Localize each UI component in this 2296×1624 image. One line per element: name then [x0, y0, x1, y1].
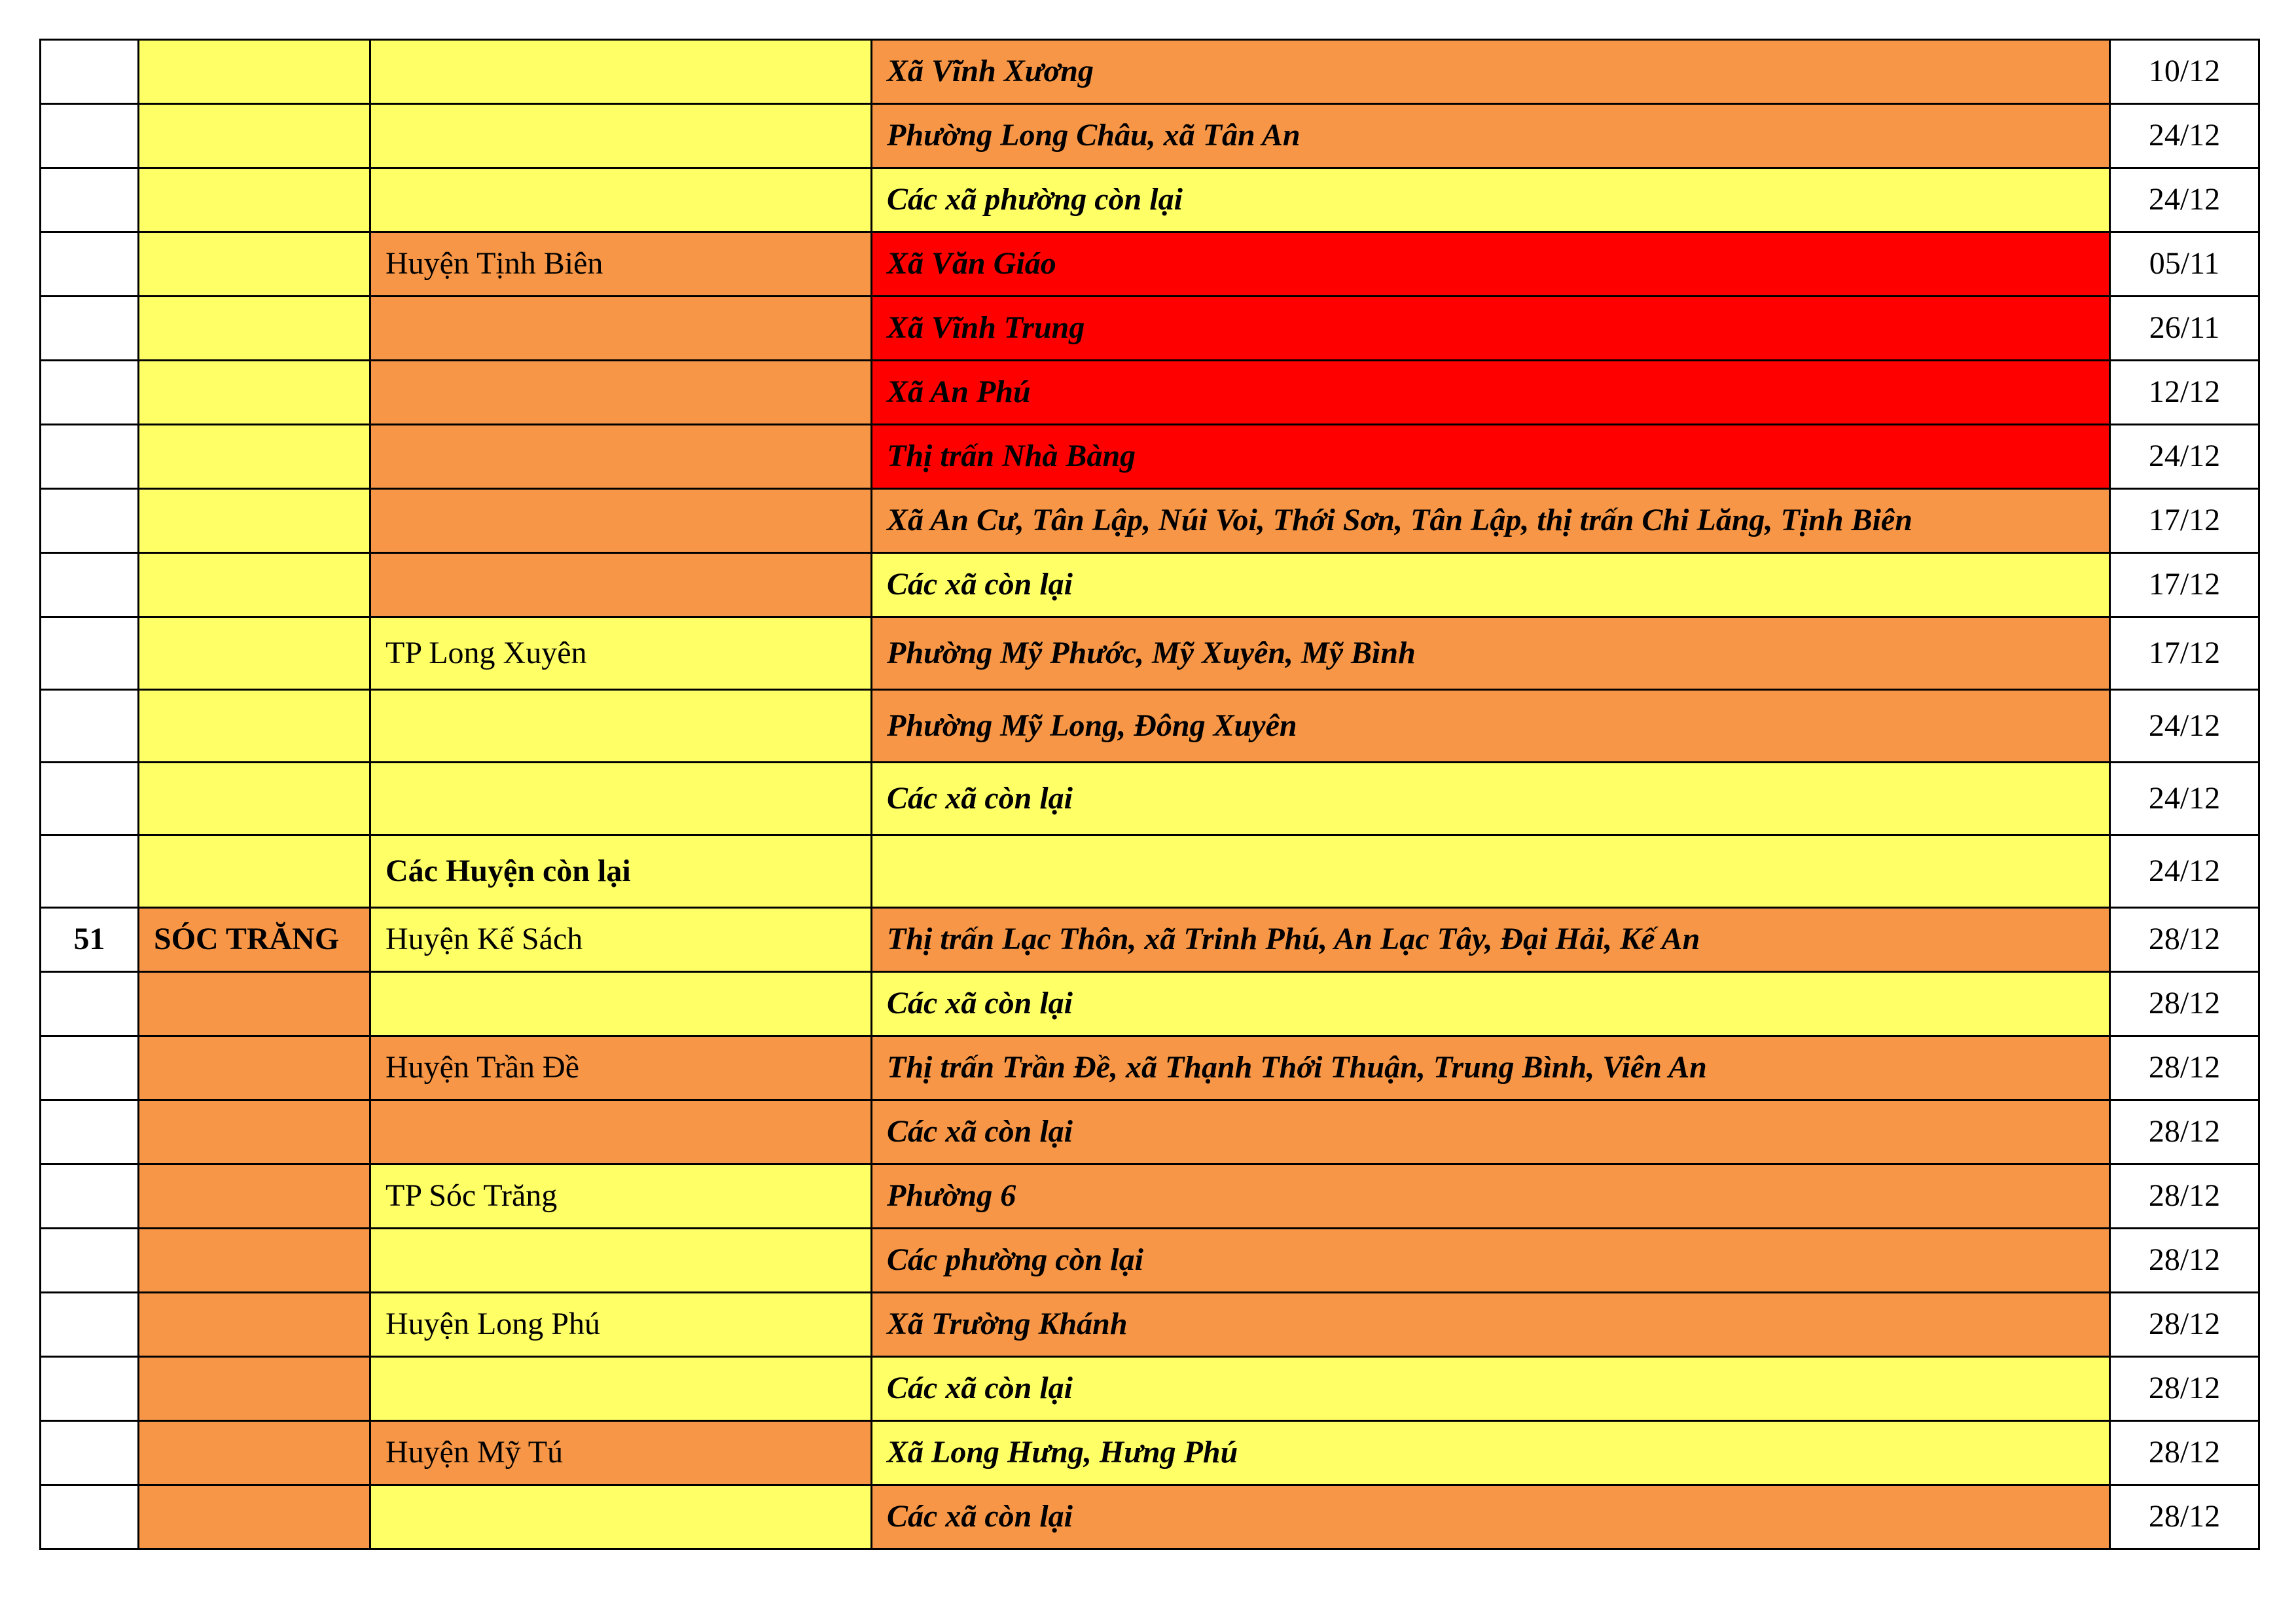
- stt-cell: [41, 972, 139, 1036]
- district-cell: [370, 361, 872, 425]
- date-cell: 28/12: [2110, 1164, 2259, 1229]
- table-row: [41, 972, 2259, 1036]
- ward-cell: Thị trấn Nhà Bàng: [872, 425, 2110, 489]
- stt-cell: [41, 168, 139, 232]
- ward-cell: Phường Long Châu, xã Tân An: [872, 104, 2110, 168]
- table-row: [41, 361, 2259, 425]
- ward-cell: [872, 835, 2110, 908]
- district-cell: Huyện Kế Sách: [370, 908, 872, 972]
- district-cell: Huyện Long Phú: [370, 1293, 872, 1357]
- district-cell: Các Huyện còn lại: [370, 835, 872, 908]
- ward-cell: Các xã còn lại: [872, 1357, 2110, 1421]
- stt-cell: [41, 104, 139, 168]
- date-cell: 28/12: [2110, 908, 2259, 972]
- district-cell: TP Long Xuyên: [370, 617, 872, 690]
- table-row: [41, 835, 2259, 908]
- table-row: [41, 763, 2259, 835]
- province-cell: SÓC TRĂNG: [139, 908, 370, 972]
- date-cell: 17/12: [2110, 553, 2259, 617]
- stt-cell: [41, 1036, 139, 1100]
- table-row: [41, 908, 2259, 972]
- district-cell: Huyện Tịnh Biên: [370, 232, 872, 297]
- table-row: [41, 690, 2259, 763]
- date-cell: 24/12: [2110, 425, 2259, 489]
- stt-cell: [41, 1357, 139, 1421]
- table-row: [41, 1100, 2259, 1164]
- ward-cell: Xã An Cư, Tân Lập, Núi Voi, Thới Sơn, Tân Lập, thị trấn Chi Lăng, Tịnh Biên: [872, 489, 2110, 553]
- date-cell: 28/12: [2110, 1421, 2259, 1485]
- schedule-table-body: [41, 40, 2259, 1549]
- ward-cell: Xã Văn Giáo: [872, 232, 2110, 297]
- district-cell: [370, 104, 872, 168]
- province-cell: [139, 168, 370, 232]
- table-row: [41, 168, 2259, 232]
- table-row: [41, 1485, 2259, 1549]
- district-cell: Huyện Trần Đề: [370, 1036, 872, 1100]
- date-cell: 05/11: [2110, 232, 2259, 297]
- district-cell: [370, 168, 872, 232]
- province-cell: [139, 297, 370, 361]
- stt-cell: [41, 835, 139, 908]
- stt-cell: [41, 1164, 139, 1229]
- table-row: [41, 297, 2259, 361]
- date-cell: 24/12: [2110, 690, 2259, 763]
- district-cell: [370, 40, 872, 104]
- province-cell: [139, 1229, 370, 1293]
- table-row: [41, 1164, 2259, 1229]
- ward-cell: Các xã còn lại: [872, 553, 2110, 617]
- district-cell: [370, 425, 872, 489]
- ward-cell: Các phường còn lại: [872, 1229, 2110, 1293]
- ward-cell: Xã Long Hưng, Hưng Phú: [872, 1421, 2110, 1485]
- stt-cell: [41, 553, 139, 617]
- province-cell: [139, 104, 370, 168]
- district-cell: [370, 553, 872, 617]
- province-cell: [139, 1100, 370, 1164]
- province-cell: [139, 1421, 370, 1485]
- ward-cell: Phường Mỹ Phước, Mỹ Xuyên, Mỹ Bình: [872, 617, 2110, 690]
- stt-cell: [41, 40, 139, 104]
- table-row: [41, 425, 2259, 489]
- table-row: [41, 232, 2259, 297]
- date-cell: 26/11: [2110, 297, 2259, 361]
- province-cell: [139, 489, 370, 553]
- district-cell: [370, 1357, 872, 1421]
- table-row: [41, 617, 2259, 690]
- province-cell: [139, 1293, 370, 1357]
- ward-cell: Các xã còn lại: [872, 1100, 2110, 1164]
- province-cell: [139, 690, 370, 763]
- stt-cell: [41, 1229, 139, 1293]
- ward-cell: Xã Trường Khánh: [872, 1293, 2110, 1357]
- district-cell: [370, 1229, 872, 1293]
- province-cell: [139, 232, 370, 297]
- ward-cell: Các xã phường còn lại: [872, 168, 2110, 232]
- table-row: [41, 1229, 2259, 1293]
- date-cell: 28/12: [2110, 972, 2259, 1036]
- district-cell: Huyện Mỹ Tú: [370, 1421, 872, 1485]
- date-cell: 28/12: [2110, 1036, 2259, 1100]
- date-cell: 24/12: [2110, 168, 2259, 232]
- ward-cell: Phường Mỹ Long, Đông Xuyên: [872, 690, 2110, 763]
- date-cell: 28/12: [2110, 1357, 2259, 1421]
- district-cell: TP Sóc Trăng: [370, 1164, 872, 1229]
- ward-cell: Xã Vĩnh Trung: [872, 297, 2110, 361]
- table-row: [41, 1357, 2259, 1421]
- stt-cell: [41, 1485, 139, 1549]
- date-cell: 17/12: [2110, 489, 2259, 553]
- table-row: [41, 104, 2259, 168]
- ward-cell: Các xã còn lại: [872, 763, 2110, 835]
- district-cell: [370, 297, 872, 361]
- district-cell: [370, 1485, 872, 1549]
- province-cell: [139, 763, 370, 835]
- province-cell: [139, 1036, 370, 1100]
- province-cell: [139, 972, 370, 1036]
- table-row: [41, 489, 2259, 553]
- province-cell: [139, 553, 370, 617]
- ward-cell: Phường 6: [872, 1164, 2110, 1229]
- stt-cell: [41, 763, 139, 835]
- ward-cell: Xã Vĩnh Xương: [872, 40, 2110, 104]
- stt-cell: 51: [41, 908, 139, 972]
- stt-cell: [41, 1293, 139, 1357]
- province-cell: [139, 1357, 370, 1421]
- stt-cell: [41, 489, 139, 553]
- stt-cell: [41, 297, 139, 361]
- district-cell: [370, 763, 872, 835]
- district-cell: [370, 489, 872, 553]
- date-cell: 24/12: [2110, 763, 2259, 835]
- schedule-table: [39, 39, 2260, 1550]
- date-cell: 28/12: [2110, 1485, 2259, 1549]
- province-cell: [139, 1164, 370, 1229]
- stt-cell: [41, 361, 139, 425]
- ward-cell: Thị trấn Lạc Thôn, xã Trinh Phú, An Lạc Tây, Đại Hải, Kế An: [872, 908, 2110, 972]
- date-cell: 24/12: [2110, 835, 2259, 908]
- district-cell: [370, 690, 872, 763]
- table-row: [41, 1036, 2259, 1100]
- district-cell: [370, 972, 872, 1036]
- province-cell: [139, 425, 370, 489]
- stt-cell: [41, 1421, 139, 1485]
- ward-cell: Các xã còn lại: [872, 972, 2110, 1036]
- table-row: [41, 1293, 2259, 1357]
- province-cell: [139, 835, 370, 908]
- ward-cell: Thị trấn Trần Đề, xã Thạnh Thới Thuận, Trung Bình, Viên An: [872, 1036, 2110, 1100]
- date-cell: 28/12: [2110, 1229, 2259, 1293]
- date-cell: 12/12: [2110, 361, 2259, 425]
- table-row: [41, 553, 2259, 617]
- table-row: [41, 40, 2259, 104]
- table-row: [41, 1421, 2259, 1485]
- stt-cell: [41, 232, 139, 297]
- stt-cell: [41, 425, 139, 489]
- stt-cell: [41, 690, 139, 763]
- date-cell: 28/12: [2110, 1293, 2259, 1357]
- date-cell: 24/12: [2110, 104, 2259, 168]
- ward-cell: Các xã còn lại: [872, 1485, 2110, 1549]
- date-cell: 28/12: [2110, 1100, 2259, 1164]
- province-cell: [139, 40, 370, 104]
- province-cell: [139, 617, 370, 690]
- stt-cell: [41, 617, 139, 690]
- province-cell: [139, 1485, 370, 1549]
- ward-cell: Xã An Phú: [872, 361, 2110, 425]
- province-cell: [139, 361, 370, 425]
- date-cell: 17/12: [2110, 617, 2259, 690]
- date-cell: 10/12: [2110, 40, 2259, 104]
- stt-cell: [41, 1100, 139, 1164]
- district-cell: [370, 1100, 872, 1164]
